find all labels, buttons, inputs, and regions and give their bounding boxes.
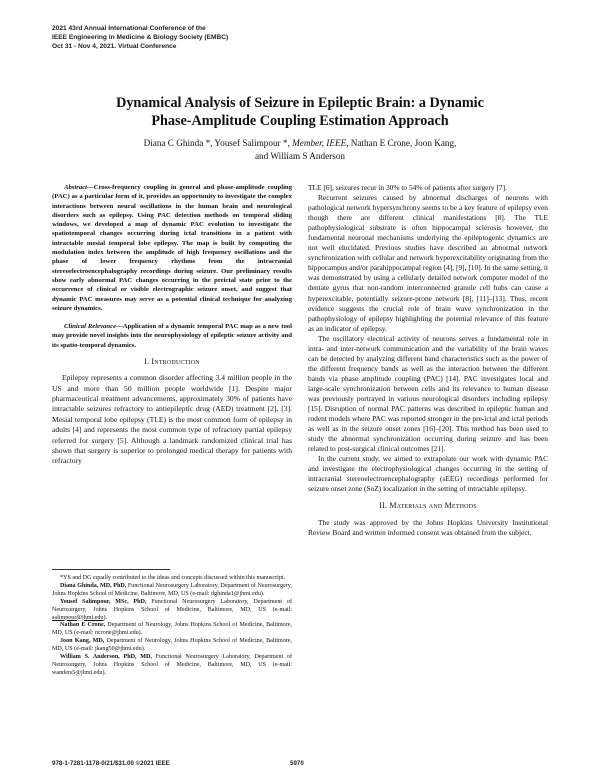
section-heading-methods: II. Materials and Methods bbox=[379, 501, 477, 511]
body-paragraph: The oscillatory electrical activity of neurons serves a fundamental role in intra- and inter-network communication and the variability of the brain waves can be detected by analyzing different band characteristics such as the power of the different frequency bands as well as the interaction between the different bands via phase amplitude coupling (PAC) [14]. PAC investigates local and large-scale synchronization between cells and its relevance to human disease was previously portrayed in various neurological disorders including epilepsy [15]. Disruption of normal PAC patterns was described in epileptic human and rodent models where PAC was reported stronger in the pre-ictal and ictal periods as well as in the seizure onset zones [16]–[20]. This method has been used to study the abnormal synchronization occurring during seizure and has been related to post-surgical clinical outcomes [21]. bbox=[308, 333, 548, 454]
authors-names-a: Diana C Ghinda *, Yousef Salimpour *, bbox=[143, 138, 293, 148]
footer-isbn: 978-1-7281-1178-0/21/$31.00 ©2021 IEEE bbox=[52, 760, 170, 767]
footnote-affiliation bbox=[52, 654, 292, 678]
left-column bbox=[52, 183, 292, 467]
conference-line-3: Oct 31 - Nov 4, 2021. Virtual Conference bbox=[52, 43, 177, 50]
title-line-1: Dynamical Analysis of Seizure in Epileptic Brain: a Dynamic bbox=[116, 95, 484, 111]
affiliation-name: Nathan E Crone, bbox=[60, 622, 106, 629]
authors-names-c: , Nathan E Crone, Joon Kang, bbox=[346, 138, 457, 148]
body-paragraph: In the current study, we aimed to extrapolate our work with dynamic PAC and investigate the electrophysiological changes occurring in the setting of intracranial stereoelectroencephalography (sEEG) recordings performed for seizure onset zone (SoZ) localization in the setting of intractable epilepsy. bbox=[308, 454, 548, 494]
right-column bbox=[308, 183, 548, 538]
affiliation-name: Joon Kang, MD, bbox=[60, 638, 105, 645]
abstract-lead: Abstract bbox=[64, 184, 88, 191]
conference-line-1: 2021 43rd Annual International Conference of the bbox=[52, 25, 206, 32]
section-heading-introduction: I. Introduction bbox=[144, 357, 200, 367]
page-number: 5970 bbox=[290, 760, 304, 767]
footnote-divider bbox=[52, 569, 170, 570]
intro-paragraph: Epilepsy represents a common disorder affecting 3.4 million people in the US and more than 50 million people worldwide [1]. Despite major pharmaceutical treatment advancements, approximately 30% of patients have intractable seizures refractory to antiepileptic drug (AED) treatment [2], [3]. Mesial temporal lobe epilepsy (TLE) is the most common form of epilepsy in adults [4] and represents the most common type of refractory partial epilepsy referred for surgery [5]. Although a landmark randomized clinical trial has shown that surgery is superior to prolonged medical therapy for patients with refractory bbox=[52, 373, 292, 466]
affiliation-text: Department of Neurology, Johns Hopkins School of Medicine, Baltimore, MD, US (e-mail: jkang50@jhmi.edu). bbox=[52, 638, 292, 653]
footnote-contribution: *YS and DG equally contributed to the ideas and concepts discussed within this manuscript. bbox=[60, 575, 286, 581]
footnote-affiliation bbox=[52, 638, 292, 654]
affiliation-text: Functional Neurosurgery Laboratory, Department of Neurosurgery, Johns Hopkins School of Medicine, Baltimore, MD, US (e-mail: dghinda1@jhmi.edu). bbox=[52, 582, 292, 597]
authors-membership: Member, IEEE bbox=[292, 138, 347, 148]
affiliation-name: Diana Ghinda, MD, PhD, bbox=[60, 582, 127, 589]
paper-title bbox=[40, 94, 560, 130]
abstract-text: —Cross-frequency coupling in general and phase-amplitude coupling (PAC) as a particular form of it, provides an opportunity to investigate the complex interactions between neural oscillations in the human brain and neurological disorders such as epilepsy. Using PAC detection methods on temporal sliding windows, we developed a map of dynamic PAC evolution to investigate the spatiotemporal changes occurring during ictal transitions in a patient with intractable mesial temporal lobe epilepsy. The map is built by computing the modulation index between the amplitude of high frequency oscillations and the phase of lower frequency rhythms from the intracranial stereoelectroencephalography recordings during seizure. Our preliminary results show early abnormal PAC changes occurring in the preictal state prior to the occurrence of clinical or visible electrographic seizure onset, and suggest that dynamic PAC measures may serve as a potential clinical technique for analyzing seizure dynamics. bbox=[52, 184, 292, 312]
affiliation-tail: ). bbox=[103, 614, 108, 621]
clinical-relevance bbox=[52, 322, 292, 350]
affiliation-text: Functional Neurosurgery Laboratory, Department of Neurosurgery, Johns Hopkins School of Medicine, Baltimore, MD, US (e-mail: bbox=[52, 598, 292, 613]
footnotes bbox=[52, 575, 292, 678]
authors-line-1 bbox=[40, 137, 560, 150]
body-paragraph-continued: TLE [6], seizures recur in 30% to 54% of patients after surgery [7]. bbox=[308, 183, 507, 192]
clinical-text: —Application of a dynamic temporal PAC map as a new tool may provide novel insights into the neurophysiology of epileptic seizure activity and its spatio-temporal dynamics. bbox=[52, 323, 292, 349]
title-line-2: Phase-Amplitude Coupling Estimation Approach bbox=[151, 113, 449, 129]
footnote-affiliation bbox=[52, 583, 292, 599]
authors-line-2: and William S Anderson bbox=[254, 151, 346, 161]
email-link[interactable]: salimpour@jhmi.edu bbox=[52, 614, 104, 621]
conference-header bbox=[52, 24, 228, 51]
body-paragraph: Recurrent seizures caused by abnormal discharges of neurons with pathological network hypersynchrony seems to be a key feature of epilepsy even though there are different clinical manifestations [8]. The TLE pathophysiological substrate is often hippocampal sclerosis however, the fundamental neuronal mechanisms underlying the epileptogenic dynamics are not well elucidated. Previous studies have described an abnormal network synchronization with cellular and network hyperexcitability originating from the hippocampus and/or parahippocampal region [4], [9], [10]. In the same setting, it was demonstrated by using a cellularly detailed network computer model of the dentate gyrus that non-random interconnected granule cell hubs can cause a hyperexcitable, potentially seizure-prone network [8], [11]–[13]. Thus, recent evidence suggests the crucial role of brain wave synchronization in the pathophysiology of epilepsy highlighting the potential relevance of this feature as an indicator of epilepsy. bbox=[308, 193, 548, 333]
footnote-affiliation bbox=[52, 599, 292, 623]
author-list bbox=[40, 137, 560, 163]
abstract bbox=[52, 183, 292, 313]
affiliation-text: Functional Neurosurgery Laboratory, Department of Neurosurgery, Johns Hopkins School of Medicine, Baltimore, MD, US (e-mail: wanders5@jhmi.edu). bbox=[52, 654, 292, 676]
conference-line-2: IEEE Engineering in Medicine & Biology Society (EMBC) bbox=[52, 34, 229, 41]
clinical-lead: Clinical Relevance bbox=[64, 323, 117, 331]
affiliation-name: Yousef Salimpour, MSc, PhD, bbox=[60, 598, 147, 605]
affiliation-text: Department of Neurology, Johns Hopkins School of Medicine, Baltimore, MD, US (e-mail: ncrone@jhmi.edu). bbox=[52, 622, 292, 637]
footnote-affiliation bbox=[52, 622, 292, 638]
methods-paragraph: The study was approved by the Johns Hopkins University Institutional Review Board and written informed consent was obtained from the subject. bbox=[308, 517, 548, 537]
affiliation-name: William S. Anderson, PhD, MD, bbox=[60, 654, 152, 661]
